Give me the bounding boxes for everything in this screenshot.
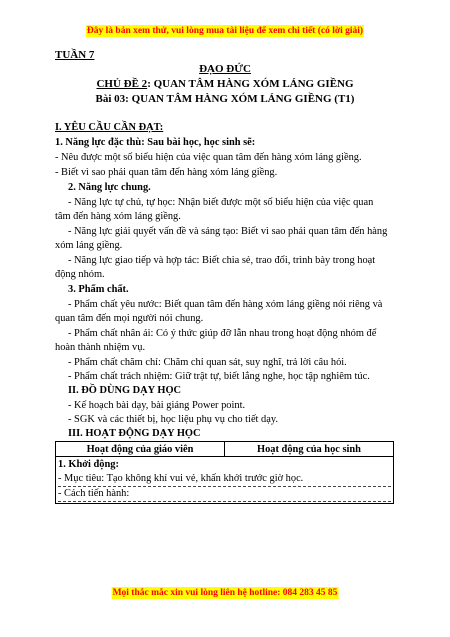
general-item-2-line-2: xóm láng giềng. [55,240,123,251]
student-activity-header: Hoạt động của học sinh [225,442,394,457]
specific-competency-heading: 1. Năng lực đặc thù: Sau bài học, học sinh sẽ: [55,137,256,148]
teacher-activity-header: Hoạt động của giáo viên [56,442,225,457]
topic-text: : QUAN TÂM HÀNG XÓM LÁNG GIỀNG [147,78,354,90]
start-activity-goal: - Mục tiêu: Tạo không khí vui vẻ, khấn khởi trước giờ học. [58,472,391,487]
quality-item-1-line-1: - Phẩm chất yêu nước: Biết quan tâm đến hàng xóm láng giềng nói riêng và [68,299,383,310]
quality-item-2-line-2: hoàn thành nhiệm vụ. [55,342,146,353]
general-item-2-line-1: - Năng lực giải quyết vấn đề và sáng tạo: Biết vì sao phải quan tâm đến hàng [68,226,388,237]
table-header-row [56,442,394,457]
hotline-banner: Mọi thắc mắc xin vui lòng liên hệ hotline: 084 283 45 85 [112,588,338,598]
quality-item-1-line-2: quan tâm đến mọi người nói chung. [55,313,204,324]
materials-item-1: - Kế hoạch bài dạy, bài giảng Power point. [68,400,246,411]
activities-heading: III. HOẠT ĐỘNG DẠY HỌC [68,428,201,439]
specific-item-1: - Nêu được một số biểu hiện của việc quan tâm đến hàng xóm láng giềng. [55,152,362,163]
start-activity-cell [56,457,394,504]
general-item-1-line-2: tâm đến hàng xóm láng giềng. [55,211,181,222]
quality-item-3: - Phẩm chất chăm chỉ: Chăm chỉ quan sát, suy nghĩ, trả lời câu hỏi. [68,357,347,368]
specific-item-2: - Biết vì sao phải quan tâm đến hàng xóm láng giềng. [55,167,278,178]
subject-title: ĐẠO ĐỨC [199,63,251,75]
section-requirements-heading: I. YÊU CẦU CẦN ĐẠT: [55,122,164,133]
table-row [56,457,394,504]
start-activity-method: - Cách tiến hành: [58,487,391,502]
activities-table [55,441,394,504]
topic-title [0,78,450,90]
materials-item-2: - SGK và các thiết bị, học liệu phụ vụ cho tiết dạy. [68,414,278,425]
quality-item-4: - Phẩm chất trách nhiệm: Giữ trật tự, biết lắng nghe, học tập nghiêm túc. [68,371,370,382]
general-competency-heading: 2. Năng lực chung. [68,182,151,193]
lesson-title: Bài 03: QUAN TÂM HÀNG XÓM LÁNG GIỀNG (T1) [95,93,355,105]
week-label: TUẦN 7 [55,49,95,61]
start-activity-title: 1. Khởi động: [58,459,119,470]
general-item-3-line-1: - Năng lực giao tiếp và hợp tác: Biết chia sẻ, trao đổi, trình bày trong hoạt [68,255,376,266]
preview-notice-banner: Đây là bản xem thử, vui lòng mua tài liệu để xem chi tiết (có lời giải) [86,26,364,36]
general-item-1-line-1: - Năng lực tự chủ, tự học: Nhận biết được một số biểu hiện của việc quan [68,197,374,208]
quality-heading: 3. Phẩm chất. [68,284,129,295]
materials-heading: II. ĐỒ DÙNG DẠY HỌC [68,385,182,396]
general-item-3-line-2: động nhóm. [55,269,105,280]
topic-label: CHỦ ĐỀ 2 [96,78,148,90]
quality-item-2-line-1: - Phẩm chất nhân ái: Có ý thức giúp đỡ lẫn nhau trong hoạt động nhóm để [68,328,377,339]
